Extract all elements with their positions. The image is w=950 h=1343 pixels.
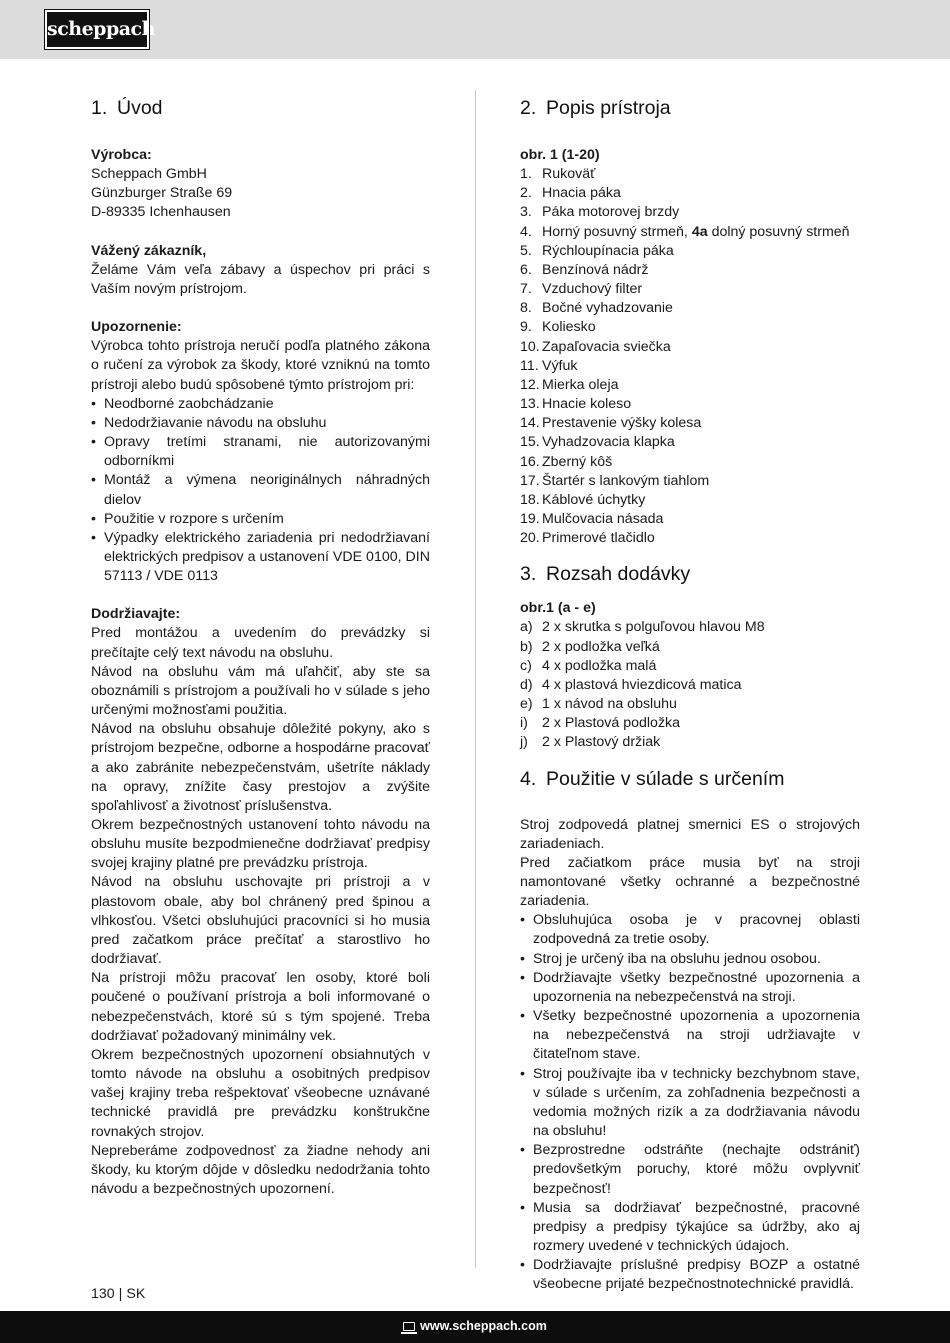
section-heading-delivery: 3. Rozsah dodávky (520, 563, 691, 586)
intended-use-paragraph: Pred začiatkom práce musia byť na stroji namontované všetky ochranné a bezpečnostné zariadenia. (520, 854, 860, 910)
intended-use-paragraph: Stroj zodpovedá platnej smernici ES o strojových zariadeniach. (520, 816, 860, 852)
list-item: • Obsluhujúca osoba je v pracovnej oblasti zodpovedná za tretie osoby. (520, 911, 860, 949)
list-item: 7. Vzduchový filter (520, 281, 643, 298)
list-item: c) 4 x podložka malá (520, 657, 657, 674)
figure-label-parts: obr. 1 (1-20) (520, 147, 600, 163)
column-divider (475, 90, 476, 1268)
section-heading-description: 2. Popis prístroja (520, 97, 671, 119)
dear-customer-text: Želáme Vám veľa zábavy a úspechov pri práci s Vaším novým prístrojom. (91, 261, 430, 297)
list-item: 1. Rukoväť (520, 166, 596, 183)
list-item: • Bezprostredne odstráňte (nechajte odstrániť) predovšetkým poruchy, ktoré môžu ovplyvniť bezpečnosť! (520, 1141, 860, 1198)
list-item: 18. Káblové úchytky (520, 491, 646, 508)
maker-street: Günzburger Straße 69 (91, 185, 233, 202)
list-item: • Dodržiavajte všetky bezpečnostné upozornenia a upozornenia na nebezpečenstvá na stroji. (520, 969, 860, 1007)
left-column (91, 95, 430, 1199)
list-item: 4. Horný posuvný strmeň, 4a dolný posuvný strmeň (520, 223, 850, 240)
list-item: a) 2 x skrutka s polguľovou hlavou M8 (520, 619, 765, 636)
list-item: 13. Hnacie koleso (520, 396, 632, 413)
list-item: 17. Štartér s lankovým tiahlom (520, 472, 710, 489)
scheppach-logo: scheppach (45, 10, 149, 49)
dear-customer-heading: Vážený zákazník, (91, 242, 207, 259)
list-item: 3. Páka motorovej brzdy (520, 204, 680, 221)
list-item: i) 2 x Plastová podložka (520, 715, 681, 732)
section-heading-intro: 1. Úvod (91, 97, 163, 119)
observe-paragraph: Návod na obsluhu obsahuje dôležité pokyny, ako s prístrojom bezpečne, odborne a hospodárne pracovať a ako zabránite nebezpečenstvám, ušetríte náklady na opravy, znížite časy prestojov a zvýšite spoľahlivosť a životnosť príslušenstva. (91, 721, 430, 814)
observe-paragraph: Návod na obsluhu vám má uľahčiť, aby ste sa oboznámili s prístrojom a používali ho v súlade s jeho určenými možnosťami použitia. (91, 663, 430, 719)
observe-paragraph: Okrem bezpečnostných upozornení obsiahnutých v tomto návode na obsluhu a osobitných predpisov vašej krajiny treba rešpektovať všeobecne uznávané technické pravidlá pre prevádzku konštrukčne rovnakých strojov. (91, 1046, 430, 1140)
list-item: 5. Rýchloupínacia páka (520, 242, 674, 259)
list-item: e) 1 x návod na obsluhu (520, 696, 677, 713)
observe-paragraph: Nepreberáme zodpovednosť za žiadne nehody ani škody, ku ktorým dôjde v dôsledku nedodržania tohto návodu a bezpečnostných upozornení. (91, 1142, 430, 1197)
intended-use-list (520, 911, 860, 1294)
list-item: • Všetky bezpečnostné upozornenia a upozornenia na nebezpečenstvá na stroji udržiavajte v čitateľnom stave. (520, 1007, 860, 1064)
list-item: 8. Bočné vyhadzovanie (520, 300, 673, 317)
list-item: • Montáž a výmena neoriginálnych náhradných dielov (91, 471, 430, 509)
notice-text: Výrobca tohto prístroja neručí podľa platného zákona o ručení za výrobok za škody, ktoré vzniknú na tomto prístroji alebo budú spôsobené týmto prístrojom pri: (91, 338, 430, 393)
footer-band (0, 1311, 950, 1343)
notice-heading: Upozornenie: (91, 319, 182, 336)
list-item: 12. Mierka oleja (520, 376, 619, 393)
list-item: 10. Zapaľovacia sviečka (520, 338, 671, 355)
list-item: • Nedodržiavanie návodu na obsluhu (91, 414, 430, 433)
list-item: • Dodržiavajte príslušné predpisy BOZP a ostatné všeobecne prijaté bezpečnostnotechnické pravidlá. (520, 1256, 860, 1294)
list-item: • Výpadky elektrického zariadenia pri nedodržiavaní elektrických predpisov a ustanovení VDE 0100, DIN 57113 / VDE 0113 (91, 529, 430, 586)
list-item: 6. Benzínová nádrž (520, 261, 649, 278)
observe-paragraph: Návod na obsluhu uschovajte pri prístroji a v plastovom obale, aby bol chránený pred špinou a vlhkosťou. Všetci obsluhujúci pracovníci si ho musia pred začatkom práce prečítať a starostlivo ho dodržiavať. (91, 874, 430, 968)
section-heading-intended-use: 4. Použitie v súlade s určením (520, 767, 785, 790)
list-item: 19. Mulčovacia násada (520, 510, 664, 527)
list-item: • Stroj je určený iba na obsluhu jednou osobou. (520, 950, 860, 969)
figure-label-delivery: obr.1 (a - e) (520, 600, 596, 617)
list-item: 14. Prestavenie výšky kolesa (520, 415, 702, 432)
list-item: • Stroj používajte iba v technicky bezchybnom stave, v súlade s určením, za zohľadnenia bezpečnosti a vedomia možných rizík a za dodržiavania návodu na obsluhu! (520, 1065, 860, 1142)
list-item: 16. Zberný kôš (520, 453, 613, 470)
list-item: 2. Hnacia páka (520, 185, 621, 202)
list-item: • Neodborné zaobchádzanie (91, 395, 430, 414)
header-band (0, 0, 950, 59)
list-item: • Musia sa dodržiavať bezpečnostné, pracovné predpisy a predpisy týkajúce sa údržby, ako aj rozmery uvedené v technických údajoch. (520, 1199, 860, 1256)
parts-list (520, 165, 860, 548)
liability-list (91, 395, 430, 587)
observe-paragraph: Pred montážou a uvedením do prevádzky si prečítajte celý text návodu na obsluhu. (91, 625, 430, 661)
page-number: 130 | SK (91, 1286, 146, 1302)
list-item: j) 2 x Plastový držiak (520, 734, 661, 751)
computer-icon (403, 1322, 415, 1331)
maker-heading: Výrobca: (91, 147, 152, 163)
maker-city: D-89335 Ichenhausen (91, 204, 231, 221)
list-item: d) 4 x plastová hviezdicová matica (520, 676, 742, 693)
list-item: 20. Primerové tlačidlo (520, 530, 655, 547)
list-item: 9. Koliesko (520, 319, 596, 336)
list-item: 11. Výfuk (520, 357, 578, 374)
website-link[interactable]: www.scheppach.com (420, 1319, 547, 1333)
list-item: • Opravy tretími stranami, nie autorizovanými odborníkmi (91, 433, 430, 471)
list-item: 15. Vyhadzovacia klapka (520, 434, 675, 451)
list-item: b) 2 x podložka veľká (520, 638, 660, 655)
maker-name: Scheppach GmbH (91, 166, 207, 183)
right-column (520, 95, 860, 1294)
observe-paragraph: Na prístroji môžu pracovať len osoby, ktoré boli poučené o používaní prístroja a boli informované o nebezpečenstvách, ktoré sú s tým spojené. Treba dodržiavať požadovaný minimálny vek. (91, 970, 430, 1044)
list-item: • Použitie v rozpore s určením (91, 510, 430, 529)
observe-heading: Dodržiavajte: (91, 606, 181, 623)
observe-paragraph: Okrem bezpečnostných ustanovení tohto návodu na obsluhu musíte bezpodmienečne dodržiavať predpisy svojej krajiny platné pre prevádzku prístroja. (91, 817, 430, 872)
delivery-list (520, 618, 860, 752)
